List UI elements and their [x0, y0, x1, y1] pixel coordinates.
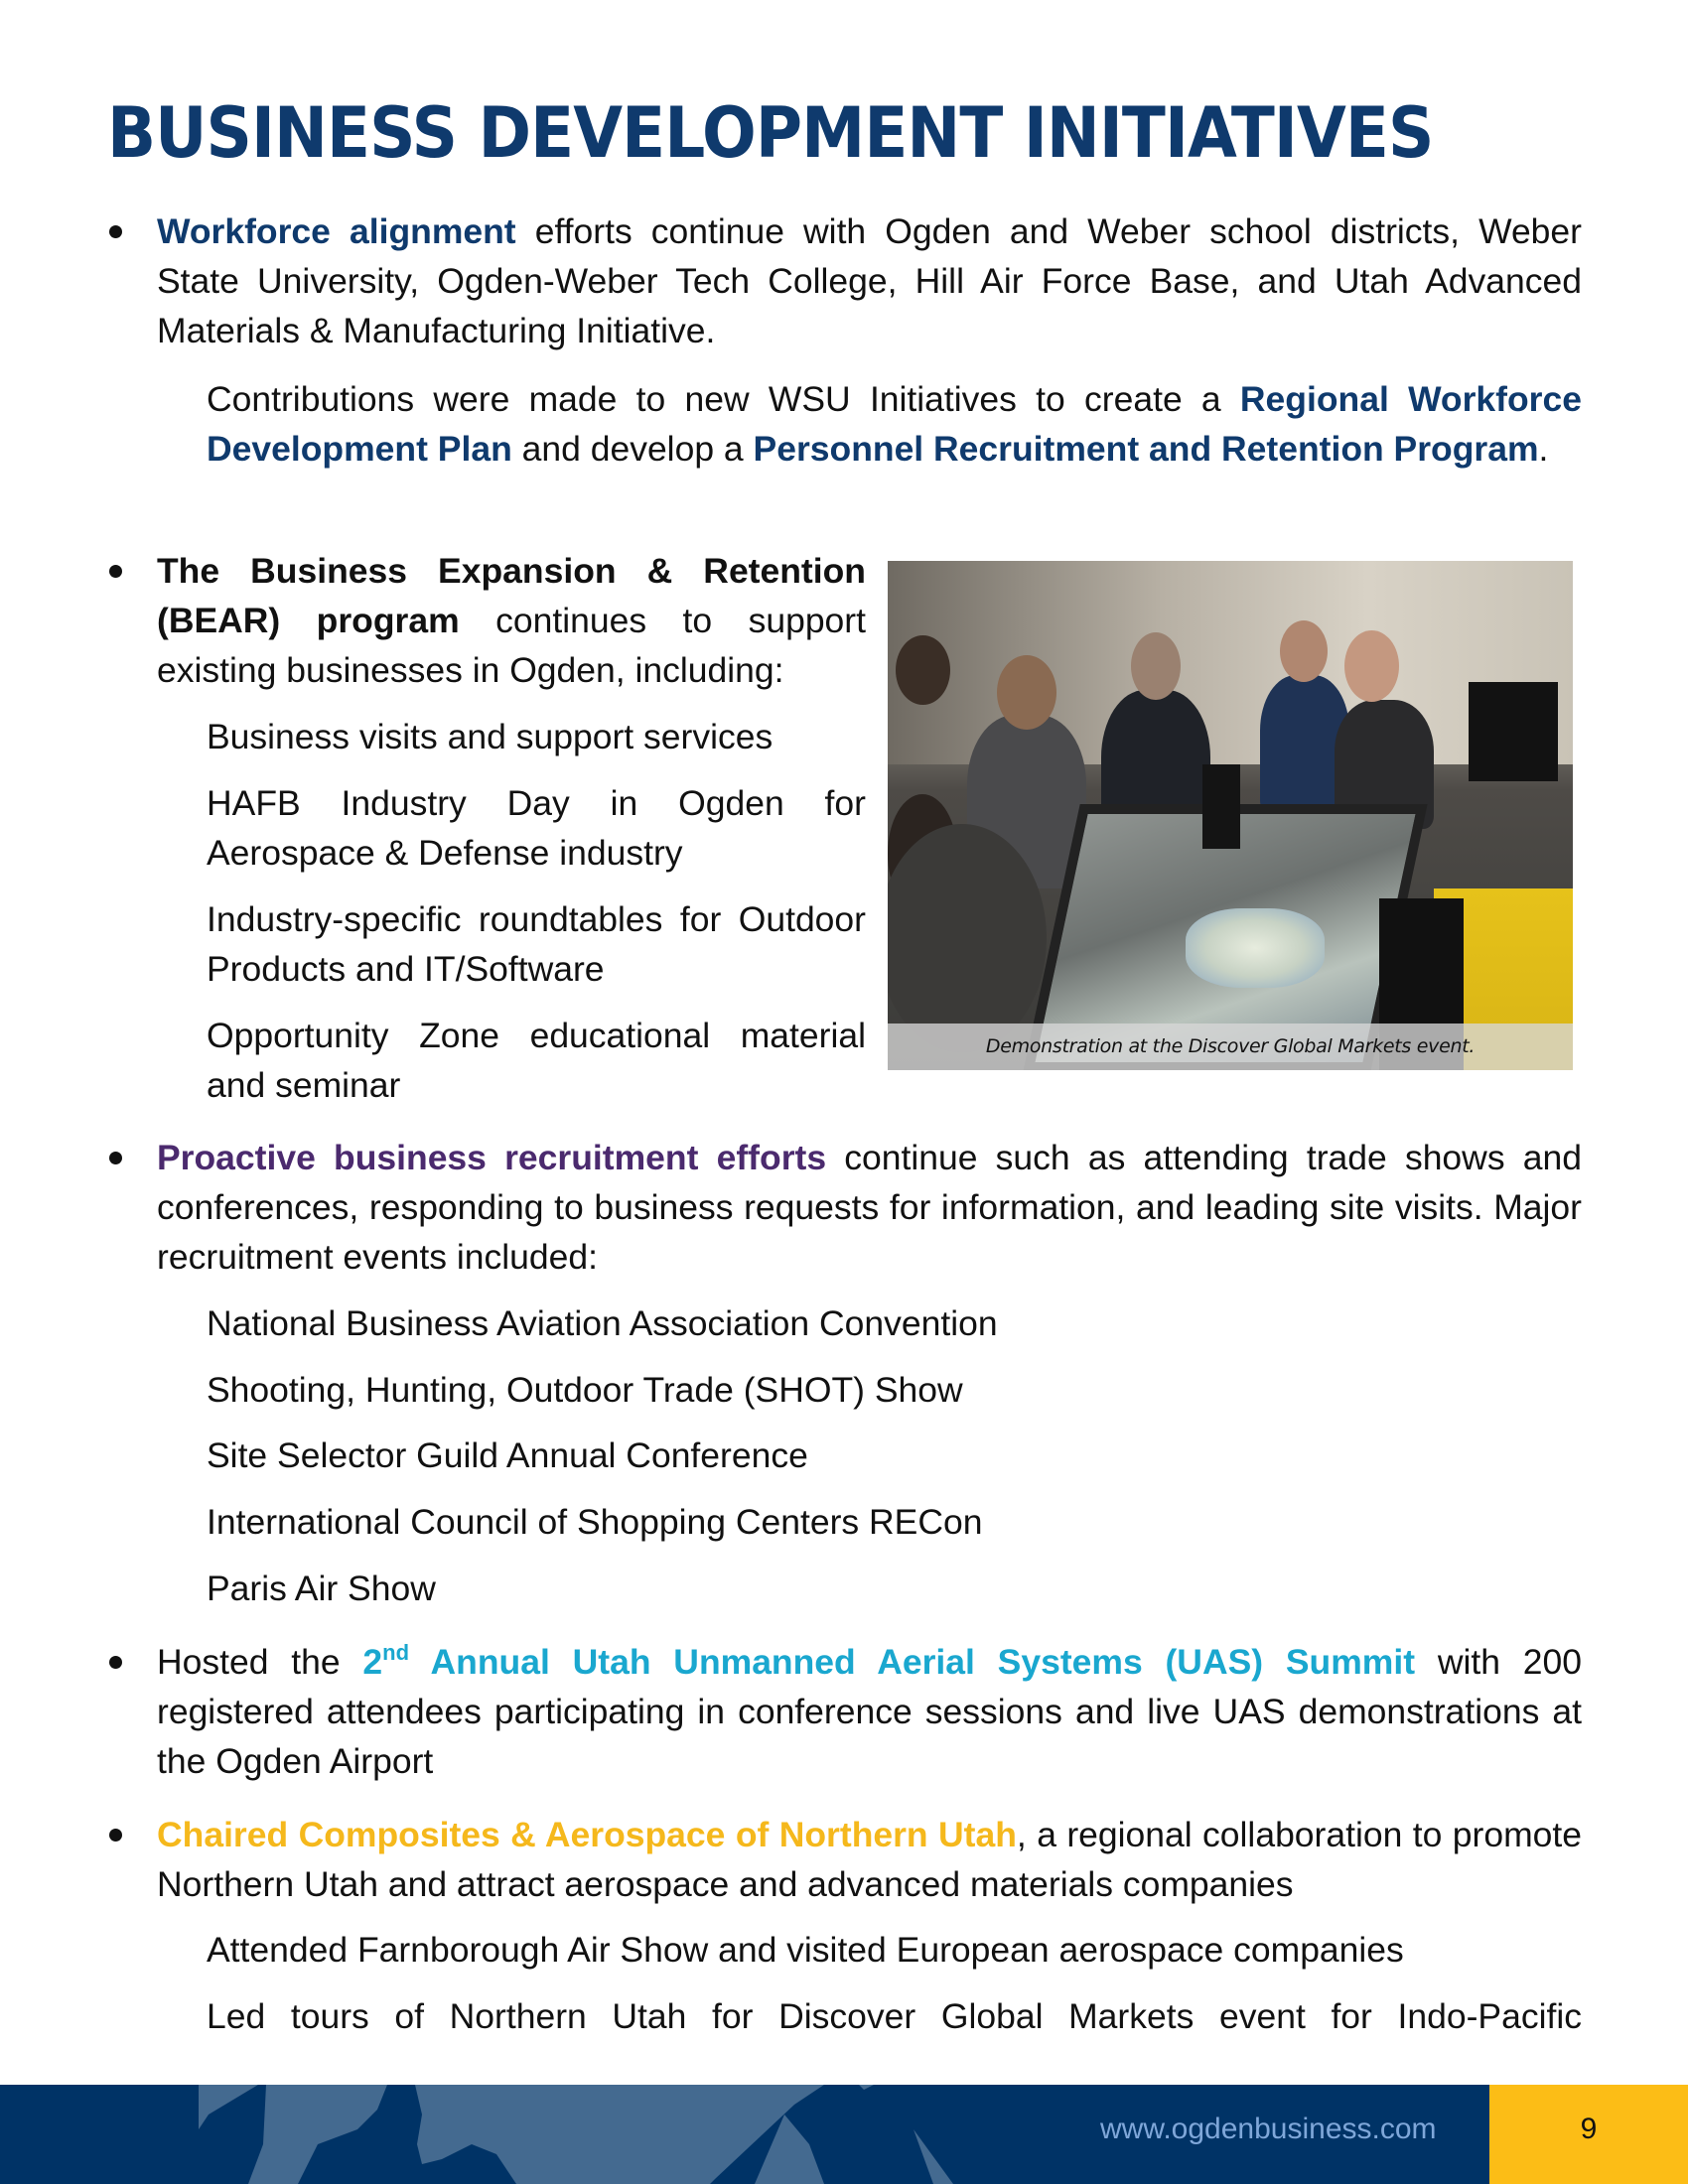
sub-text: . [1538, 429, 1549, 469]
bullet-composites [157, 1810, 1582, 1909]
highlight-uas-ordinal: nd [382, 1640, 410, 1665]
photo-water [1186, 908, 1325, 988]
photo-person [1280, 620, 1328, 682]
composites-text: , a regional collaboration to promote Northern Utah and attract aerospace and advanced materials companies [157, 1815, 1582, 1904]
recruitment-event: International Council of Shopping Centers RECon [207, 1502, 983, 1542]
bear-item: Business visits and support services [207, 717, 774, 756]
photo-person [997, 655, 1056, 730]
bullet-icon [109, 225, 122, 238]
uas-text: with 200 registered attendees participating in conference sessions and live UAS demonstrations at the Ogden Airport [157, 1642, 1583, 1781]
bullet-icon [109, 565, 122, 578]
photo-person [888, 824, 1047, 1052]
page-number: 9 [1580, 2113, 1598, 2145]
bear-text: continues to support existing businesses in Ogden, including: [157, 601, 866, 690]
bear-item: Opportunity Zone educational material and seminar [207, 1016, 866, 1105]
composites-item: Led tours of Northern Utah for Discover Global Markets event for Indo-Pacific [207, 1996, 1582, 2036]
recruitment-event: Shooting, Hunting, Outdoor Trade (SHOT) Show [207, 1370, 963, 1410]
recruitment-event: National Business Aviation Association Convention [207, 1303, 998, 1343]
highlight-recruitment-efforts: Proactive business recruitment efforts [157, 1138, 827, 1177]
bullet-icon [109, 1656, 122, 1669]
bullet-workforce [157, 206, 1582, 355]
photo-person [1344, 630, 1399, 702]
workforce-text: efforts continue with Ogden and Weber school districts, Weber State University, Ogden-Weber Tech College, Hill Air Force Base, and Utah Advanced Materials & Manufacturing Initiative. [157, 211, 1582, 350]
photo-spindle [1202, 764, 1240, 849]
photo-person [896, 635, 950, 705]
bullet-uas-summit [157, 1637, 1582, 1786]
highlight-regional-plan: Regional Workforce Development Plan [207, 379, 1582, 469]
bullet-icon [109, 1152, 122, 1164]
sub-text: Contributions were made to new WSU Initiatives to create a [207, 379, 1240, 419]
bullet-bear [157, 546, 866, 695]
photo-person [1131, 632, 1181, 700]
bullet-recruitment [157, 1133, 1582, 1282]
bear-item: Industry-specific roundtables for Outdoor Products and IT/Software [207, 899, 866, 989]
photo-monitor [1469, 682, 1558, 781]
uas-pre: Hosted the [157, 1642, 363, 1682]
highlight-workforce-alignment: Workforce alignment [157, 211, 516, 251]
website-link[interactable]: www.ogdenbusiness.com [1100, 2113, 1437, 2145]
recruitment-text: continue such as attending trade shows and conferences, responding to business requests for information, and leading site visits. Major recruitment events included: [157, 1138, 1582, 1277]
highlight-uas-number: 2 [362, 1642, 383, 1682]
highlight-bear-program: The Business Expansion & Retention (BEAR) program [157, 551, 866, 640]
sub-text: and develop a [511, 429, 754, 469]
photo-caption: Demonstration at the Discover Global Markets event. [888, 1024, 1573, 1070]
page-title: BUSINESS DEVELOPMENT INITIATIVES [107, 92, 1434, 174]
recruitment-event: Site Selector Guild Annual Conference [207, 1435, 808, 1475]
composites-item: Attended Farnborough Air Show and visited European aerospace companies [207, 1930, 1404, 1970]
bullet-icon [109, 1829, 122, 1842]
page-footer [0, 2085, 1688, 2184]
highlight-personnel-program: Personnel Recruitment and Retention Program [753, 429, 1539, 469]
highlight-composites: Chaired Composites & Aerospace of Northern Utah [157, 1815, 1017, 1854]
recruitment-event: Paris Air Show [207, 1569, 436, 1608]
event-photo [888, 561, 1573, 1070]
highlight-uas-summit: Annual Utah Unmanned Aerial Systems (UAS) Summit [409, 1642, 1416, 1682]
workforce-subparagraph [207, 374, 1582, 474]
page-number-box [1489, 2085, 1688, 2184]
bear-item: HAFB Industry Day in Ogden for Aerospace & Defense industry [207, 783, 866, 873]
